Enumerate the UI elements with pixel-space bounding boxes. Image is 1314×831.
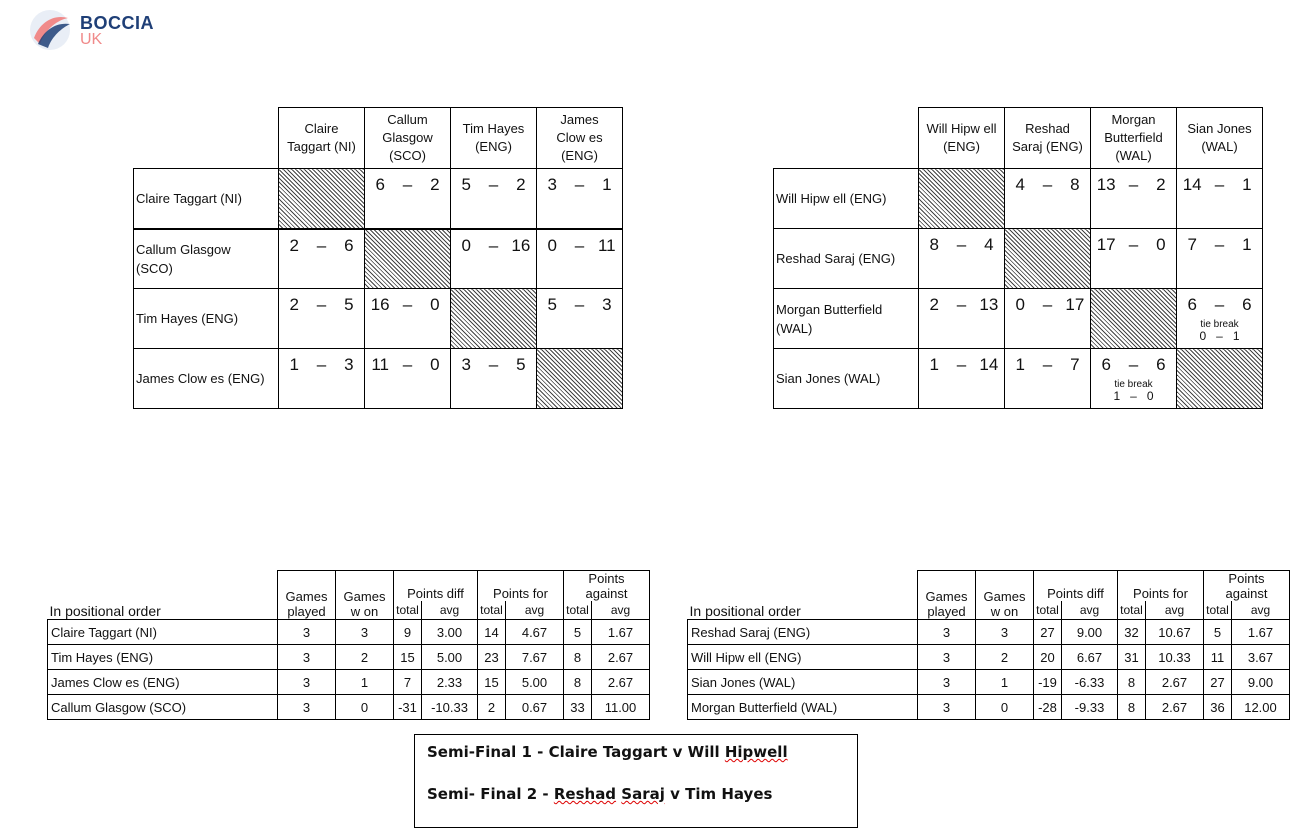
header-avg: avg (592, 601, 650, 620)
col-header-reshad-saraj: Reshad Saraj (ENG) (1005, 108, 1091, 169)
self-match-cell (1091, 289, 1177, 349)
header-avg: avg (1146, 601, 1204, 620)
games-played: 3 (278, 645, 336, 670)
diff-total: 9 (394, 620, 422, 645)
header-total: total (1204, 601, 1232, 620)
for-avg: 10.67 (1146, 620, 1204, 645)
table-row (48, 670, 650, 695)
row-header-reshad-saraj: Reshad Saraj (ENG) (774, 229, 919, 289)
row-header-will-hipwell: Will Hipw ell (ENG) (774, 169, 919, 229)
for-total: 2 (478, 695, 506, 720)
against-total: 5 (1204, 620, 1232, 645)
row-header-sian-jones: Sian Jones (WAL) (774, 349, 919, 409)
tiebreak-label: tie break (1200, 319, 1239, 330)
row-header-james-clowes: James Clow es (ENG) (134, 349, 279, 409)
games-won: 1 (976, 670, 1034, 695)
header-points-diff: Points diff (394, 571, 478, 602)
against-avg: 2.67 (592, 670, 650, 695)
score-cell: 2 – 5 (279, 289, 365, 349)
score-cell: 0 – 17 (1005, 289, 1091, 349)
standings-title: In positional order (689, 603, 801, 619)
table-row (688, 620, 1290, 645)
score-cell: 7 – 1 (1177, 229, 1263, 289)
for-total: 15 (478, 670, 506, 695)
against-total: 33 (564, 695, 592, 720)
header-points-for: Points for (478, 571, 564, 602)
diff-avg: 5.00 (422, 645, 478, 670)
score-cell: 5 – 2 (451, 169, 537, 229)
for-total: 14 (478, 620, 506, 645)
against-avg: 2.67 (592, 645, 650, 670)
against-avg: 9.00 (1232, 670, 1290, 695)
player-name: Sian Jones (WAL) (688, 670, 918, 695)
against-avg: 1.67 (592, 620, 650, 645)
for-total: 8 (1118, 670, 1146, 695)
games-won: 3 (976, 620, 1034, 645)
games-played: 3 (918, 670, 976, 695)
header-games-won: Games w on (336, 571, 394, 620)
group2-results-grid (773, 107, 1263, 409)
grid-corner (774, 108, 919, 169)
player-name: Callum Glasgow (SCO) (48, 695, 278, 720)
self-match-cell (919, 169, 1005, 229)
games-played: 3 (278, 670, 336, 695)
against-avg: 1.67 (1232, 620, 1290, 645)
games-won: 2 (336, 645, 394, 670)
games-won: 3 (336, 620, 394, 645)
score-cell: 6 – 2 (365, 169, 451, 229)
diff-avg: -10.33 (422, 695, 478, 720)
table-row (688, 645, 1290, 670)
diff-avg: -6.33 (1062, 670, 1118, 695)
for-avg: 2.67 (1146, 695, 1204, 720)
header-total: total (564, 601, 592, 620)
tiebreak-score: 1 – 0 (1113, 389, 1154, 403)
logo-text-uk: UK (80, 31, 103, 48)
for-total: 8 (1118, 695, 1146, 720)
score-cell: 5 – 3 (537, 289, 623, 349)
header-avg: avg (1062, 601, 1118, 620)
header-total: total (1118, 601, 1146, 620)
col-header-james-clowes: James Clow es (ENG) (537, 108, 623, 169)
player-name: Morgan Butterfield (WAL) (688, 695, 918, 720)
self-match-cell (451, 289, 537, 349)
tiebreak-score: 0 – 1 (1199, 329, 1240, 343)
player-name: Claire Taggart (NI) (48, 620, 278, 645)
header-games-won: Games w on (976, 571, 1034, 620)
score-cell: 13 – 2 (1091, 169, 1177, 229)
col-header-sian-jones: Sian Jones (WAL) (1177, 108, 1263, 169)
for-avg: 5.00 (506, 670, 564, 695)
header-games-played: Games played (278, 571, 336, 620)
score-cell: 3 – 1 (537, 169, 623, 229)
table-row (48, 645, 650, 670)
semi-final-1: Semi-Final 1 - Claire Taggart v Will Hipwell (427, 743, 788, 761)
for-avg: 0.67 (506, 695, 564, 720)
col-header-tim-hayes: Tim Hayes (ENG) (451, 108, 537, 169)
diff-avg: 2.33 (422, 670, 478, 695)
row-header-callum-glasgow: Callum Glasgow (SCO) (134, 229, 279, 289)
group1-results-grid (133, 107, 623, 409)
games-played: 3 (918, 645, 976, 670)
self-match-cell (279, 169, 365, 229)
games-played: 3 (278, 620, 336, 645)
score-cell: 16 – 0 (365, 289, 451, 349)
table-row (688, 670, 1290, 695)
score-cell: 3 – 5 (451, 349, 537, 409)
score-cell: 1 – 3 (279, 349, 365, 409)
header-total: total (1034, 601, 1062, 620)
score-cell: 1 – 7 (1005, 349, 1091, 409)
against-avg: 12.00 (1232, 695, 1290, 720)
group1-standings-table (47, 570, 650, 720)
games-won: 0 (976, 695, 1034, 720)
score-cell: 8 – 4 (919, 229, 1005, 289)
header-points-for: Points for (1118, 571, 1204, 602)
header-total: total (478, 601, 506, 620)
for-total: 31 (1118, 645, 1146, 670)
against-total: 8 (564, 670, 592, 695)
diff-total: -28 (1034, 695, 1062, 720)
group2-standings-table (687, 570, 1290, 720)
against-total: 36 (1204, 695, 1232, 720)
score-cell: 14 – 1 (1177, 169, 1263, 229)
boccia-ball-icon (28, 8, 72, 52)
diff-total: 27 (1034, 620, 1062, 645)
col-header-claire-taggart: Claire Taggart (NI) (279, 108, 365, 169)
diff-avg: -9.33 (1062, 695, 1118, 720)
games-won: 0 (336, 695, 394, 720)
header-avg: avg (506, 601, 564, 620)
table-row (688, 695, 1290, 720)
col-header-morgan-butterfield: Morgan Butterfield (WAL) (1091, 108, 1177, 169)
semi-finals-box (414, 734, 858, 828)
self-match-cell (365, 229, 451, 289)
for-total: 32 (1118, 620, 1146, 645)
diff-total: 7 (394, 670, 422, 695)
boccia-uk-logo (28, 8, 168, 52)
row-header-morgan-butterfield: Morgan Butterfield (WAL) (774, 289, 919, 349)
self-match-cell (1005, 229, 1091, 289)
diff-total: 15 (394, 645, 422, 670)
header-points-against: Points against (1204, 571, 1290, 602)
score-cell: 0 – 11 (537, 229, 623, 289)
diff-total: 20 (1034, 645, 1062, 670)
games-won: 2 (976, 645, 1034, 670)
against-total: 8 (564, 645, 592, 670)
header-points-against: Points against (564, 571, 650, 602)
header-avg: avg (1232, 601, 1290, 620)
header-points-diff: Points diff (1034, 571, 1118, 602)
score-cell-tiebreak: 6 – 6 tie break 1 – 0 (1091, 349, 1177, 409)
games-played: 3 (918, 695, 976, 720)
for-total: 23 (478, 645, 506, 670)
score-cell: 17 – 0 (1091, 229, 1177, 289)
grid-corner (134, 108, 279, 169)
table-row (48, 695, 650, 720)
against-total: 27 (1204, 670, 1232, 695)
self-match-cell (1177, 349, 1263, 409)
diff-avg: 6.67 (1062, 645, 1118, 670)
score-cell: 1 – 14 (919, 349, 1005, 409)
self-match-cell (537, 349, 623, 409)
score-cell: 0 – 16 (451, 229, 537, 289)
header-games-played: Games played (918, 571, 976, 620)
for-avg: 10.33 (1146, 645, 1204, 670)
player-name: Will Hipw ell (ENG) (688, 645, 918, 670)
standings-title: In positional order (49, 603, 161, 619)
header-total: total (394, 601, 422, 620)
score-cell: 4 – 8 (1005, 169, 1091, 229)
against-total: 5 (564, 620, 592, 645)
against-avg: 11.00 (592, 695, 650, 720)
header-avg: avg (422, 601, 478, 620)
diff-avg: 9.00 (1062, 620, 1118, 645)
row-header-tim-hayes: Tim Hayes (ENG) (134, 289, 279, 349)
col-header-will-hipwell: Will Hipw ell (ENG) (919, 108, 1005, 169)
logo-text-boccia: BOCCIA (80, 13, 154, 33)
player-name: Tim Hayes (ENG) (48, 645, 278, 670)
for-avg: 4.67 (506, 620, 564, 645)
semi-final-2: Semi- Final 2 - Reshad Saraj v Tim Hayes (427, 785, 773, 803)
score-cell: 2 – 13 (919, 289, 1005, 349)
for-avg: 7.67 (506, 645, 564, 670)
for-avg: 2.67 (1146, 670, 1204, 695)
score-cell: 11 – 0 (365, 349, 451, 409)
player-name: Reshad Saraj (ENG) (688, 620, 918, 645)
against-avg: 3.67 (1232, 645, 1290, 670)
diff-total: -19 (1034, 670, 1062, 695)
games-played: 3 (918, 620, 976, 645)
tiebreak-label: tie break (1114, 379, 1153, 390)
diff-avg: 3.00 (422, 620, 478, 645)
games-won: 1 (336, 670, 394, 695)
col-header-callum-glasgow: Callum Glasgow (SCO) (365, 108, 451, 169)
player-name: James Clow es (ENG) (48, 670, 278, 695)
against-total: 11 (1204, 645, 1232, 670)
games-played: 3 (278, 695, 336, 720)
diff-total: -31 (394, 695, 422, 720)
table-row (48, 620, 650, 645)
score-cell-tiebreak: 6 – 6 tie break 0 – 1 (1177, 289, 1263, 349)
score-cell: 2 – 6 (279, 229, 365, 289)
row-header-claire-taggart: Claire Taggart (NI) (134, 169, 279, 229)
